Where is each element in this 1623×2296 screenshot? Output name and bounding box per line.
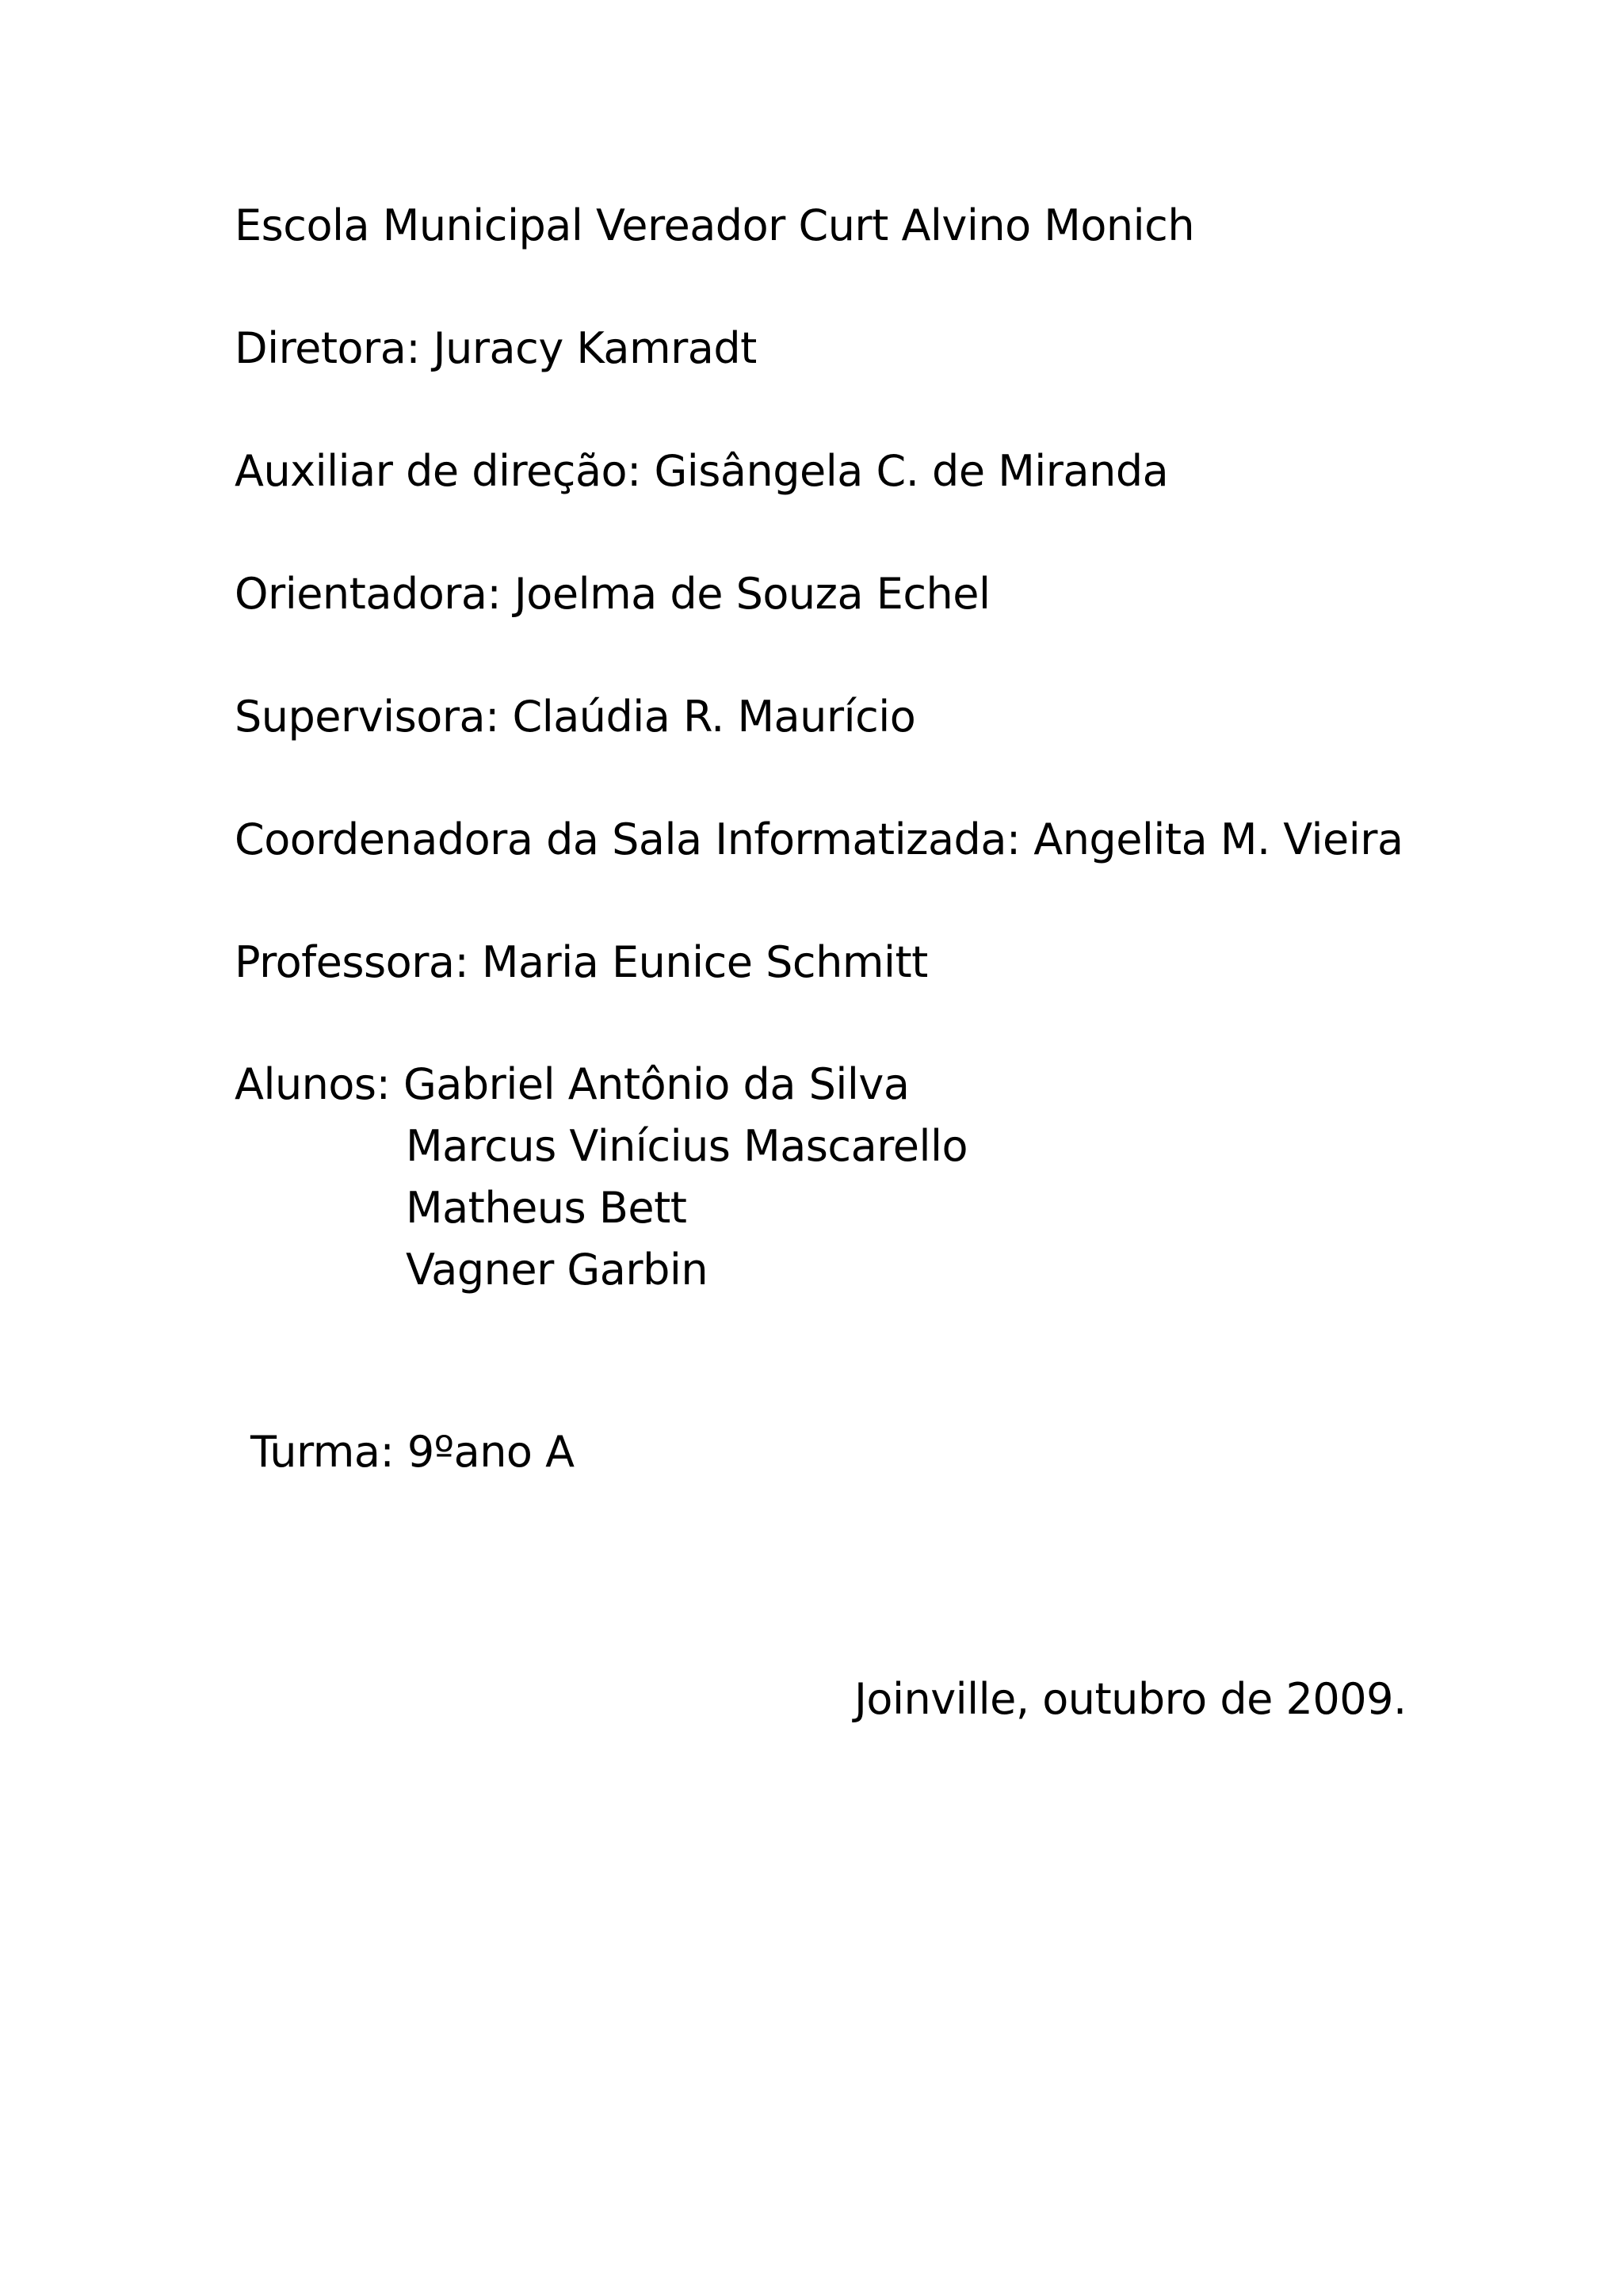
student-name: Vagner Garbin (406, 1245, 708, 1295)
students-block (235, 1054, 968, 1301)
class-line: Turma: 9ºano A (250, 1427, 575, 1477)
teacher-line: Professora: Maria Eunice Schmitt (235, 937, 928, 987)
counselor-line: Orientadora: Joelma de Souza Echel (235, 569, 991, 619)
director-line: Diretora: Juracy Kamradt (235, 323, 757, 373)
students-row-first (235, 1054, 968, 1116)
school-name: Escola Municipal Vereador Curt Alvino Monich (235, 200, 1195, 250)
student-name: Matheus Bett (406, 1183, 687, 1233)
supervisor-line: Supervisora: Claúdia R. Maurício (235, 692, 916, 742)
place-date-line: Joinville, outubro de 2009. (854, 1674, 1407, 1724)
coordinator-line: Coordenadora da Sala Informatizada: Angelita M. Vieira (235, 814, 1403, 864)
assistant-director-line: Auxiliar de direção: Gisângela C. de Miranda (235, 446, 1169, 496)
student-name: Marcus Vinícius Mascarello (406, 1121, 968, 1171)
student-name: Gabriel Antônio da Silva (403, 1059, 910, 1109)
students-label: Alunos: (235, 1059, 391, 1109)
